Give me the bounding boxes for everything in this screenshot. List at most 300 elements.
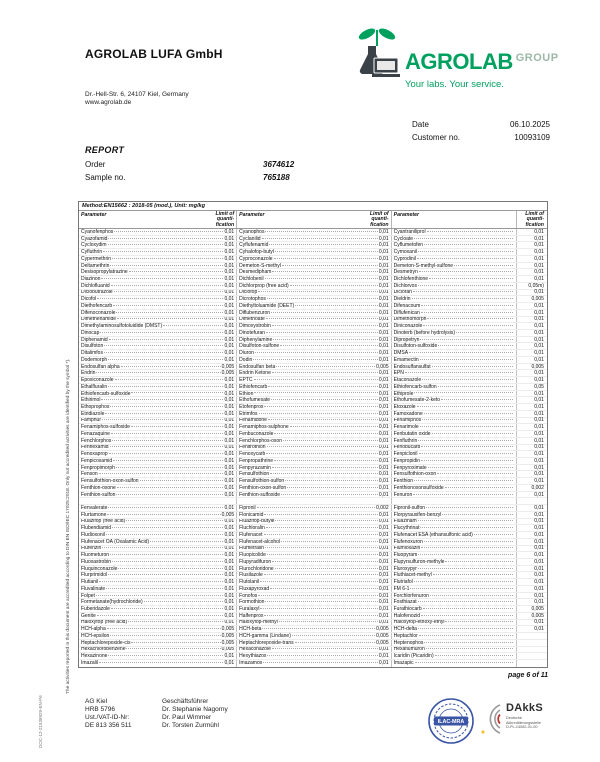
param-group bbox=[79, 593, 237, 599]
dotted-leader bbox=[445, 487, 513, 488]
param-group bbox=[392, 364, 517, 370]
param-name: Heptachlor bbox=[393, 633, 418, 639]
dotted-leader bbox=[108, 507, 223, 508]
dotted-leader bbox=[410, 588, 513, 589]
param-group bbox=[79, 431, 237, 437]
dotted-leader bbox=[445, 621, 513, 622]
dotted-leader bbox=[432, 366, 513, 367]
dotted-leader bbox=[418, 285, 513, 286]
param-group bbox=[237, 647, 391, 653]
param-limit: 0,01 bbox=[378, 451, 389, 457]
table-row bbox=[79, 626, 547, 633]
param-name: Fipronil-sulfon bbox=[393, 505, 426, 511]
dotted-leader bbox=[423, 325, 513, 326]
param-limit: 0,01 bbox=[378, 646, 389, 653]
param-group bbox=[392, 276, 517, 282]
param-name: Fenuron bbox=[393, 491, 413, 498]
param-group bbox=[237, 370, 391, 376]
param-limit: 0,01 bbox=[224, 316, 235, 323]
param-group bbox=[237, 404, 391, 410]
dotted-leader bbox=[102, 419, 223, 420]
param-name: Flucythrinat bbox=[393, 525, 420, 532]
dotted-leader bbox=[109, 453, 224, 454]
param-name: Fluopicolide bbox=[239, 552, 266, 558]
dotted-leader bbox=[274, 433, 378, 434]
param-group bbox=[392, 539, 517, 545]
customer-no-value: 10093109 bbox=[514, 133, 550, 142]
param-group bbox=[392, 532, 517, 538]
param-name: Flubendiamid bbox=[81, 525, 112, 532]
param-limit: 0,01 bbox=[224, 417, 235, 424]
dotted-leader bbox=[429, 278, 513, 279]
ilac-mra-seal bbox=[427, 697, 475, 745]
param-group bbox=[392, 599, 517, 605]
param-name: Desmedipham bbox=[239, 269, 272, 276]
param-name: Fluazifop-butyle bbox=[239, 518, 275, 525]
param-name: Dichlorprop (free acid) bbox=[239, 282, 289, 289]
dotted-leader bbox=[445, 561, 513, 562]
dotted-leader bbox=[140, 480, 224, 481]
param-name: Diuron bbox=[239, 350, 254, 356]
dotted-leader bbox=[414, 392, 513, 393]
param-name: Formetanate(hydrochloride) bbox=[81, 599, 143, 606]
param-name: Fluthiacet-methyl bbox=[393, 572, 432, 579]
param-limit: 0,01 bbox=[534, 471, 544, 478]
table-row bbox=[79, 310, 547, 317]
parameter-table bbox=[78, 201, 548, 668]
param-name: Haloxyfop (free acid) bbox=[81, 619, 128, 626]
param-group bbox=[392, 586, 517, 592]
param-limit: 0,01 bbox=[224, 444, 235, 451]
param-group bbox=[237, 384, 391, 390]
param-group bbox=[79, 323, 237, 329]
table-row bbox=[79, 343, 547, 350]
param-group bbox=[392, 660, 517, 667]
dotted-leader bbox=[111, 285, 224, 286]
param-limit: 0,01 bbox=[534, 504, 544, 511]
param-group bbox=[237, 498, 391, 504]
report-title: REPORT bbox=[85, 145, 125, 155]
param-name: Endosulfansulfat bbox=[393, 363, 431, 370]
param-name: Cyanophos bbox=[239, 229, 265, 235]
param-group bbox=[392, 269, 517, 275]
param-name: Forchlorfenuron bbox=[393, 592, 429, 599]
dotted-leader bbox=[108, 359, 223, 360]
dotted-leader bbox=[126, 648, 220, 649]
dotted-leader bbox=[264, 615, 378, 616]
param-group bbox=[392, 404, 517, 410]
footer-line: Dr. Paul Wimmer bbox=[162, 714, 212, 721]
param-group bbox=[79, 438, 237, 444]
footer-management-block bbox=[162, 698, 228, 730]
param-limit: 0,002 bbox=[531, 484, 544, 491]
dotted-leader bbox=[267, 298, 378, 299]
param-name: Flufenoxuron bbox=[393, 538, 423, 545]
dotted-leader bbox=[264, 406, 378, 407]
table-row bbox=[79, 445, 547, 452]
param-group bbox=[392, 337, 517, 343]
meta-block bbox=[412, 120, 550, 146]
param-group bbox=[79, 411, 237, 417]
dotted-leader bbox=[474, 534, 513, 535]
customer-no-label: Customer no. bbox=[412, 133, 461, 142]
param-group bbox=[79, 242, 237, 248]
param-limit: 0,01 bbox=[378, 585, 389, 592]
dotted-leader bbox=[107, 628, 221, 629]
param-name: Hexazinone bbox=[81, 653, 108, 659]
dotted-leader bbox=[272, 648, 378, 649]
param-limit: 0,01 bbox=[378, 457, 389, 464]
param-name: Genite bbox=[81, 612, 96, 619]
param-limit: 0,01 bbox=[378, 235, 389, 242]
table-row bbox=[79, 647, 547, 654]
param-group bbox=[79, 525, 237, 531]
dotted-leader bbox=[104, 352, 223, 353]
table-row bbox=[79, 633, 547, 640]
param-limit: 0,01 bbox=[534, 262, 544, 269]
dotted-leader bbox=[264, 534, 378, 535]
dotted-leader bbox=[109, 339, 224, 340]
table-row bbox=[79, 290, 547, 297]
dotted-leader bbox=[426, 648, 513, 649]
param-limit: 0,01 bbox=[534, 276, 544, 283]
dotted-leader bbox=[415, 662, 513, 663]
param-name: Fenoxaprop bbox=[81, 451, 108, 457]
param-limit: 0,01 bbox=[378, 269, 389, 276]
param-group bbox=[237, 431, 391, 437]
param-name: Hexaconazole bbox=[239, 646, 271, 653]
param-group bbox=[237, 290, 391, 296]
dotted-leader bbox=[421, 305, 513, 306]
param-name: Cyproconazole bbox=[239, 255, 273, 262]
param-group bbox=[79, 229, 237, 235]
dotted-leader bbox=[295, 305, 378, 306]
param-name: Dinoterb (before hydrolysis) bbox=[393, 330, 456, 336]
param-group bbox=[392, 418, 517, 424]
dotted-leader bbox=[99, 581, 223, 582]
param-limit: 0,005 bbox=[531, 612, 544, 619]
sample-row bbox=[85, 173, 345, 182]
dotted-leader bbox=[442, 514, 513, 515]
dotted-leader bbox=[421, 460, 513, 461]
table-row bbox=[79, 559, 547, 566]
param-name: Hexythiazox bbox=[239, 653, 267, 659]
param-limit: 0,01 bbox=[378, 619, 389, 626]
param-limit: 0,01 bbox=[534, 370, 544, 377]
param-limit: 0,01 bbox=[378, 437, 389, 444]
param-group bbox=[392, 498, 517, 504]
dotted-leader bbox=[257, 507, 376, 508]
param-limit: 0,01 bbox=[378, 660, 389, 667]
param-name: Dimethoate bbox=[239, 316, 265, 323]
param-name: Cyfluthrin bbox=[81, 249, 103, 255]
table-row bbox=[79, 269, 547, 276]
footer-line: HRB 5796 bbox=[85, 706, 115, 713]
dotted-leader bbox=[295, 642, 375, 643]
table-row bbox=[79, 323, 547, 330]
param-name: Epoxiconazole bbox=[81, 377, 114, 383]
limit-header-1: Limit of quanti- fication bbox=[215, 211, 235, 228]
param-limit: 0,01 bbox=[378, 289, 389, 296]
param-group bbox=[79, 471, 237, 477]
param-name: Fenthion-oxon-sulfon bbox=[239, 484, 287, 491]
param-name: Endosulfan alpha bbox=[81, 363, 120, 370]
param-name: Imazamox bbox=[239, 660, 263, 667]
param-limit: 0,01 bbox=[378, 356, 389, 363]
param-group bbox=[392, 451, 517, 457]
param-name: Fluroxypyr bbox=[393, 565, 417, 572]
param-limit: 0,01 bbox=[534, 531, 544, 538]
param-limit: 0,01 bbox=[534, 518, 544, 525]
param-name: Fenthion-sulfon bbox=[81, 491, 116, 498]
param-name: Fonofos bbox=[239, 592, 258, 599]
param-limit: 0,01 bbox=[378, 471, 389, 478]
dotted-leader bbox=[126, 520, 223, 521]
param-group bbox=[237, 397, 391, 403]
dotted-leader bbox=[163, 325, 223, 326]
dotted-leader bbox=[96, 372, 220, 373]
param-name: Disulfoton-sulfone bbox=[239, 343, 280, 350]
param-name: Diniconazole bbox=[393, 323, 423, 330]
param-limit: 0,05 bbox=[534, 383, 544, 390]
method-header: Method:EN15662 : 2018-05 (mod.), Unit: mg/kg bbox=[79, 202, 547, 211]
footer-line: Dr. Stephanie Nagorny bbox=[162, 706, 228, 713]
param-name: Etridiazole bbox=[81, 410, 105, 417]
param-name: Cyhalofop-butyl bbox=[239, 249, 274, 255]
website: www.agrolab.de bbox=[85, 99, 132, 106]
param-group bbox=[79, 599, 237, 605]
flask-plant-icon bbox=[354, 26, 400, 86]
param-group bbox=[392, 613, 517, 619]
table-row bbox=[79, 263, 547, 270]
param-limit: 0,01 bbox=[378, 478, 389, 484]
dotted-leader bbox=[266, 453, 378, 454]
table-row bbox=[79, 418, 547, 425]
param-name: Fenpiclonil bbox=[393, 451, 418, 457]
param-group bbox=[237, 364, 391, 370]
param-name: Fenvalerate bbox=[81, 505, 108, 511]
table-row bbox=[79, 404, 547, 411]
param-name: Halofenozid bbox=[393, 612, 421, 619]
dotted-leader bbox=[418, 601, 513, 602]
param-limit: 0,01 bbox=[534, 249, 544, 256]
param-name: Fuberidazole bbox=[81, 606, 110, 612]
param-group bbox=[392, 647, 517, 653]
param-name: Cycloate bbox=[393, 235, 414, 242]
param-name: Fluazifop (free acid) bbox=[81, 518, 126, 525]
param-name: Fipronil bbox=[239, 505, 256, 511]
dotted-leader bbox=[267, 446, 378, 447]
param-limit: 0,01 bbox=[378, 552, 389, 558]
param-group bbox=[237, 532, 391, 538]
param-name: Dipropetryn bbox=[393, 336, 420, 343]
dotted-leader bbox=[427, 231, 513, 232]
dotted-leader bbox=[274, 258, 378, 259]
dotted-leader bbox=[110, 635, 220, 636]
param-group bbox=[237, 317, 391, 323]
param-limit: 0,01 bbox=[378, 336, 389, 343]
param-group bbox=[79, 546, 237, 552]
footer-line: Dr. Torsten Zurmühl bbox=[162, 722, 219, 729]
dotted-leader bbox=[102, 547, 223, 548]
table-row bbox=[79, 384, 547, 391]
param-group bbox=[79, 572, 237, 578]
param-name: Diflufenican bbox=[393, 309, 420, 316]
param-group bbox=[392, 572, 517, 578]
param-limit: 0,01 bbox=[534, 626, 544, 633]
param-name: Fenchlorphos-oxon bbox=[239, 437, 282, 444]
param-name: Cyflumetofen bbox=[393, 242, 424, 249]
param-limit: 0,01 bbox=[378, 491, 389, 498]
dotted-leader bbox=[265, 278, 378, 279]
param-limit: 0,01 bbox=[224, 229, 235, 235]
param-group bbox=[237, 343, 391, 349]
param-name: Fluvalinate bbox=[81, 585, 106, 592]
param-name: Icaridin (Picaridin) bbox=[393, 653, 434, 659]
param-limit: 0,01 bbox=[534, 417, 544, 424]
param-limit: 0,01 bbox=[378, 538, 389, 545]
param-group bbox=[79, 647, 237, 653]
param-group bbox=[79, 626, 237, 632]
dotted-leader bbox=[264, 574, 378, 575]
param-limit: 0,01 bbox=[534, 545, 544, 552]
param-limit: 0,01 bbox=[224, 612, 235, 619]
param-group bbox=[392, 296, 517, 302]
param-group bbox=[237, 445, 391, 451]
doc-code-vertical: DOC-12-21538929-EN-P6 bbox=[38, 695, 43, 748]
param-name: Fenazaquine bbox=[81, 431, 110, 437]
param-limit: 0,01 bbox=[378, 431, 389, 437]
param-name: Folpet bbox=[81, 592, 95, 599]
dotted-leader bbox=[422, 379, 513, 380]
param-name: Dinocap bbox=[81, 330, 100, 336]
param-group bbox=[392, 303, 517, 309]
param-group bbox=[79, 620, 237, 626]
param-group bbox=[392, 357, 517, 363]
param-limit: 0,01 bbox=[378, 525, 389, 532]
param-limit: 0,01 bbox=[378, 350, 389, 356]
param-limit: 0,005 bbox=[531, 296, 544, 303]
param-limit: 0,01 bbox=[224, 377, 235, 383]
param-name: Flurtamone bbox=[81, 511, 107, 518]
param-group bbox=[79, 269, 237, 275]
table-row bbox=[79, 303, 547, 310]
param-group bbox=[392, 566, 517, 572]
table-row bbox=[79, 296, 547, 303]
param-group bbox=[392, 317, 517, 323]
param-name: Dichlorvos bbox=[393, 282, 417, 289]
param-name: Diethyltoluamide (DEET) bbox=[239, 303, 295, 309]
param-name: Ethoprophos bbox=[81, 404, 110, 410]
param-limit: 0,01 bbox=[534, 424, 544, 431]
param-group bbox=[237, 458, 391, 464]
param-group bbox=[79, 310, 237, 316]
param-group bbox=[392, 445, 517, 451]
param-limit: 0,05m) bbox=[528, 282, 544, 289]
dotted-leader bbox=[438, 386, 513, 387]
param-limit: 0,01 bbox=[378, 323, 389, 330]
dotted-leader bbox=[106, 534, 224, 535]
param-group bbox=[79, 350, 237, 356]
param-name: Hexaflumuron bbox=[393, 646, 425, 653]
param-group bbox=[237, 418, 391, 424]
param-group bbox=[237, 236, 391, 242]
param-group bbox=[79, 458, 237, 464]
dotted-leader bbox=[272, 271, 377, 272]
dotted-leader bbox=[112, 527, 223, 528]
param-group bbox=[79, 566, 237, 572]
param-limit: 0,01 bbox=[534, 235, 544, 242]
param-group bbox=[392, 397, 517, 403]
table-row bbox=[79, 579, 547, 586]
company-address bbox=[85, 91, 189, 107]
table-row bbox=[79, 458, 547, 465]
param-group bbox=[392, 330, 517, 336]
param-limit: 0,01 bbox=[534, 525, 544, 532]
param-limit: 0,005 bbox=[376, 633, 389, 639]
param-group bbox=[237, 276, 391, 282]
param-name: Flufenacet bbox=[239, 532, 263, 538]
param-header-3: Parameter bbox=[393, 212, 419, 218]
param-name: Flufenzin bbox=[81, 545, 102, 552]
dotted-leader bbox=[266, 318, 378, 319]
param-name: Diphenamid bbox=[81, 336, 108, 343]
address-line: Dr.-Hell-Str. 6, 24107 Kiel, Germany bbox=[85, 91, 189, 98]
param-group bbox=[79, 660, 237, 667]
dotted-leader bbox=[121, 366, 221, 367]
param-name: Ethirimol bbox=[81, 397, 101, 404]
param-group bbox=[237, 606, 391, 612]
param-name: Fenfluthrin bbox=[393, 437, 418, 444]
param-limit: 0,01 bbox=[378, 255, 389, 262]
param-name: HCH-beta bbox=[239, 626, 262, 633]
param-group bbox=[392, 620, 517, 626]
param-group bbox=[392, 323, 517, 329]
dotted-leader bbox=[131, 392, 223, 393]
table-row bbox=[79, 485, 547, 492]
param-name: EPTC bbox=[239, 377, 253, 383]
footer-registry-block bbox=[85, 698, 132, 730]
param-limit: 0,01 bbox=[224, 572, 235, 579]
param-limit: 0,01 bbox=[378, 249, 389, 255]
dotted-leader bbox=[114, 231, 223, 232]
param-group bbox=[392, 411, 517, 417]
param-limit: 0,01 bbox=[224, 404, 235, 410]
param-group bbox=[79, 532, 237, 538]
param-limit: 0,01 bbox=[224, 424, 235, 431]
param-limit: 0,005 bbox=[221, 639, 235, 646]
param-group bbox=[237, 546, 391, 552]
dotted-leader bbox=[435, 655, 513, 656]
param-name: Flurprimidol bbox=[81, 572, 108, 579]
param-name: FM 6-1 bbox=[393, 585, 410, 592]
dotted-leader bbox=[131, 642, 220, 643]
param-limit: 0,01 bbox=[224, 585, 235, 592]
param-group bbox=[79, 303, 237, 309]
table-gap-row bbox=[79, 498, 547, 505]
sample-number: 765188 bbox=[263, 173, 290, 182]
param-header-1: Parameter bbox=[81, 212, 107, 218]
param-name: Ethofumesate bbox=[239, 397, 271, 404]
dotted-leader bbox=[418, 628, 513, 629]
param-name: Ethion bbox=[239, 390, 254, 397]
dotted-leader bbox=[275, 520, 377, 521]
dotted-leader bbox=[112, 561, 223, 562]
dotted-leader bbox=[414, 238, 513, 239]
param-name: Halfenprox bbox=[239, 612, 264, 619]
param-name: Dichlofluanid bbox=[81, 282, 110, 289]
dotted-leader bbox=[113, 460, 223, 461]
